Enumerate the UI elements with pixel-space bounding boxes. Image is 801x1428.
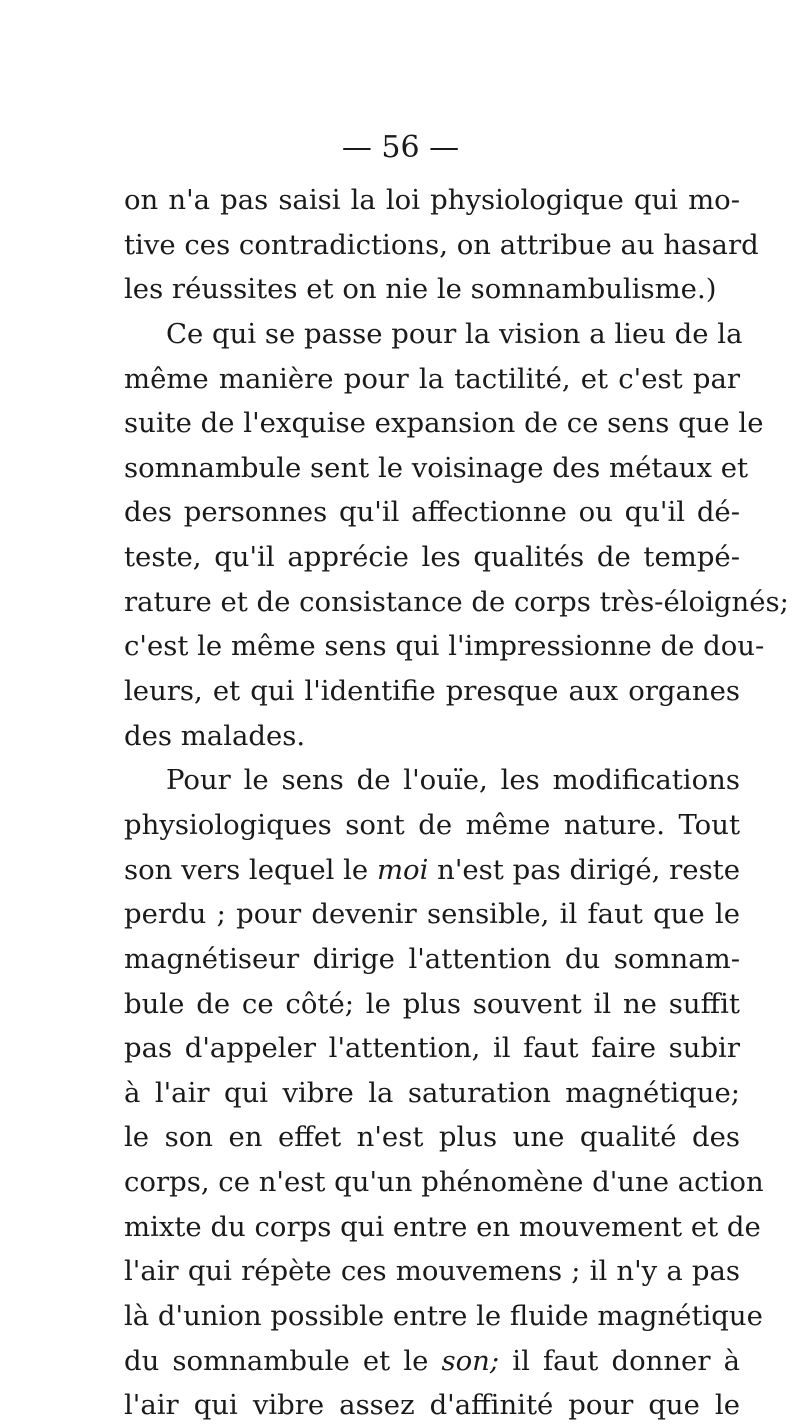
text-line: rature et de consistance de corps très-éloignés; bbox=[124, 585, 789, 618]
text-segment: n'est pas dirigé, reste bbox=[437, 853, 741, 886]
text-line: mixte du corps qui entre en mouvement et de bbox=[124, 1210, 761, 1243]
text-line: les réussites et on nie le somnambulisme.) bbox=[124, 273, 717, 306]
text-line: des personnes qu'il affectionne ou qu'il dé- bbox=[124, 496, 740, 529]
text-line: tive ces contradictions, on attribue au hasard bbox=[124, 228, 759, 261]
text-line: leurs, et qui l'identifie presque aux organes bbox=[124, 675, 740, 708]
text-line: l'air qui vibre assez d'affinité pour que le bbox=[124, 1389, 740, 1422]
text-line: là d'union possible entre le fluide magnétique bbox=[124, 1300, 763, 1333]
text-line: magnétiseur dirige l'attention du somnam- bbox=[124, 942, 740, 975]
text-line: à l'air qui vibre la saturation magnétique; bbox=[124, 1076, 740, 1109]
text-segment: du somnambule et le bbox=[124, 1344, 429, 1377]
page-number-header: — 56 — bbox=[341, 130, 460, 165]
text-line: suite de l'exquise expansion de ce sens que le bbox=[124, 407, 764, 440]
text-line: somnambule sent le voisinage des métaux et bbox=[124, 451, 749, 484]
text-segment: son vers lequel le bbox=[124, 853, 369, 886]
text-line: Ce qui se passe pour la vision a lieu de la bbox=[166, 317, 743, 350]
text-line: l'air qui répète ces mouvemens ; il n'y a pas bbox=[124, 1255, 740, 1288]
italic-word: moi bbox=[376, 853, 429, 886]
text-line: corps, ce n'est qu'un phénomène d'une action bbox=[124, 1166, 764, 1199]
italic-word: son; bbox=[441, 1344, 500, 1377]
text-line: pas d'appeler l'attention, il faut faire subir bbox=[124, 1032, 740, 1065]
text-line: Pour le sens de l'ouïe, les modifications bbox=[166, 764, 740, 797]
text-line bbox=[124, 1339, 740, 1384]
text-line: bule de ce côté; le plus souvent il ne suffit bbox=[124, 987, 740, 1020]
text-line: perdu ; pour devenir sensible, il faut que le bbox=[124, 898, 740, 931]
text-line: physiologiques sont de même nature. Tout bbox=[124, 808, 740, 841]
text-segment: il faut donner à bbox=[512, 1344, 740, 1377]
body-text bbox=[124, 178, 789, 1428]
text-line bbox=[124, 848, 740, 893]
text-line: c'est le même sens qui l'impressionne de dou- bbox=[124, 630, 765, 663]
text-line: même manière pour la tactilité, et c'est par bbox=[124, 362, 740, 395]
text-line: des malades. bbox=[124, 719, 306, 752]
text-line: teste, qu'il apprécie les qualités de tempé- bbox=[124, 541, 740, 574]
text-line: on n'a pas saisi la loi physiologique qui mo- bbox=[124, 184, 740, 216]
text-line: le son en effet n'est plus une qualité des bbox=[124, 1121, 740, 1154]
